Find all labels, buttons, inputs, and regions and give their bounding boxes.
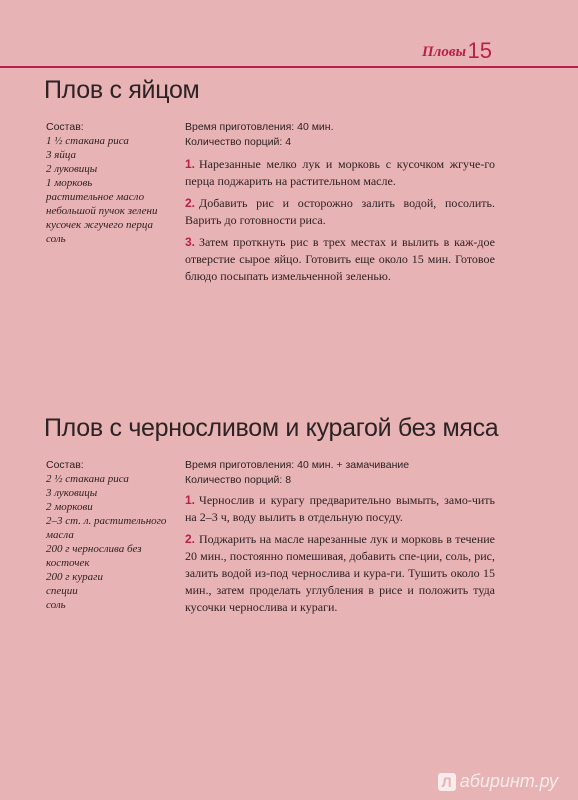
step — [185, 531, 495, 616]
watermark-text: абиринт.ру — [459, 771, 558, 791]
ingredient-item: 3 яйца — [46, 149, 76, 161]
ingredient-item: специи — [46, 585, 78, 597]
step — [185, 492, 495, 526]
step-number: 2. — [185, 196, 196, 210]
ingredient-item: соль — [46, 233, 66, 245]
ingredient-item: 200 г чернослива без косточек — [46, 543, 142, 569]
step — [185, 234, 495, 285]
ingredients-label: Состав: — [46, 459, 84, 471]
step-number: 3. — [185, 235, 196, 249]
step-text: Чернослив и курагу предварительно вымыть, замо-чить на 2–3 ч, воду вылить в отдельную посуду. — [185, 493, 495, 524]
recipe-title: Плов с черносливом и курагой без мяса — [44, 414, 499, 442]
ingredient-item: 2 ½ стакана риса — [46, 473, 129, 485]
ingredient-item: соль — [46, 599, 66, 611]
ingredient-item: 2–3 ст. л. растительного масла — [46, 515, 167, 541]
ingredient-item: 3 луковицы — [46, 487, 98, 499]
ingredients-list — [46, 120, 176, 246]
step — [185, 195, 495, 229]
header-rule — [0, 66, 578, 68]
ingredient-item: 2 луковицы — [46, 163, 98, 175]
recipe-meta — [185, 120, 334, 150]
ingredients-label: Состав: — [46, 121, 84, 133]
ingredient-item: 1 ½ стакана риса — [46, 135, 129, 147]
ingredient-item: растительное масло — [46, 191, 145, 203]
servings: Количество порций: 4 — [185, 136, 292, 148]
step-number: 1. — [185, 157, 196, 171]
watermark-logo-icon: Л — [438, 773, 456, 791]
page-header — [0, 36, 578, 66]
step-text: Затем проткнуть рис в трех местах и вылить в каж-дое отверстие сырое яйцо. Готовить еще около 15 мин. Готовое блюдо посыпать измельченной зеленью. — [185, 235, 495, 283]
ingredient-item: 1 морковь — [46, 177, 93, 189]
section-name: Пловы — [422, 44, 466, 60]
step-number: 1. — [185, 493, 196, 507]
recipe-title: Плов с яйцом — [44, 76, 200, 104]
step-text: Поджарить на масле нарезанные лук и морковь в течение 20 мин., постоянно помешивая, добавить спе-ции, соль, рис, залить водой из-под чернослива и кура-ги. Тушить около 15 мин., затем проделать углубления в рисе и положить туда кусочки чернослива и кураги. — [185, 532, 495, 614]
ingredient-item: небольшой пучок зелени — [46, 205, 158, 217]
steps-list — [185, 156, 495, 290]
servings: Количество порций: 8 — [185, 474, 292, 486]
recipe-meta — [185, 458, 409, 488]
step — [185, 156, 495, 190]
ingredient-item: 200 г кураги — [46, 571, 103, 583]
watermark — [438, 771, 558, 792]
ingredients-list — [46, 458, 176, 612]
page-number: 15 — [467, 38, 492, 63]
ingredient-item: кусочек жгучего перца — [46, 219, 153, 231]
ingredient-item: 2 моркови — [46, 501, 93, 513]
cooking-time: Время приготовления: 40 мин. — [185, 121, 334, 133]
cooking-time: Время приготовления: 40 мин. + замачивание — [185, 459, 410, 471]
step-text: Добавить рис и осторожно залить водой, посолить. Варить до готовности риса. — [185, 196, 495, 227]
step-number: 2. — [185, 532, 196, 546]
step-text: Нарезанные мелко лук и морковь с кусочком жгуче-го перца поджарить на растительном масле. — [185, 157, 495, 188]
steps-list — [185, 492, 495, 621]
